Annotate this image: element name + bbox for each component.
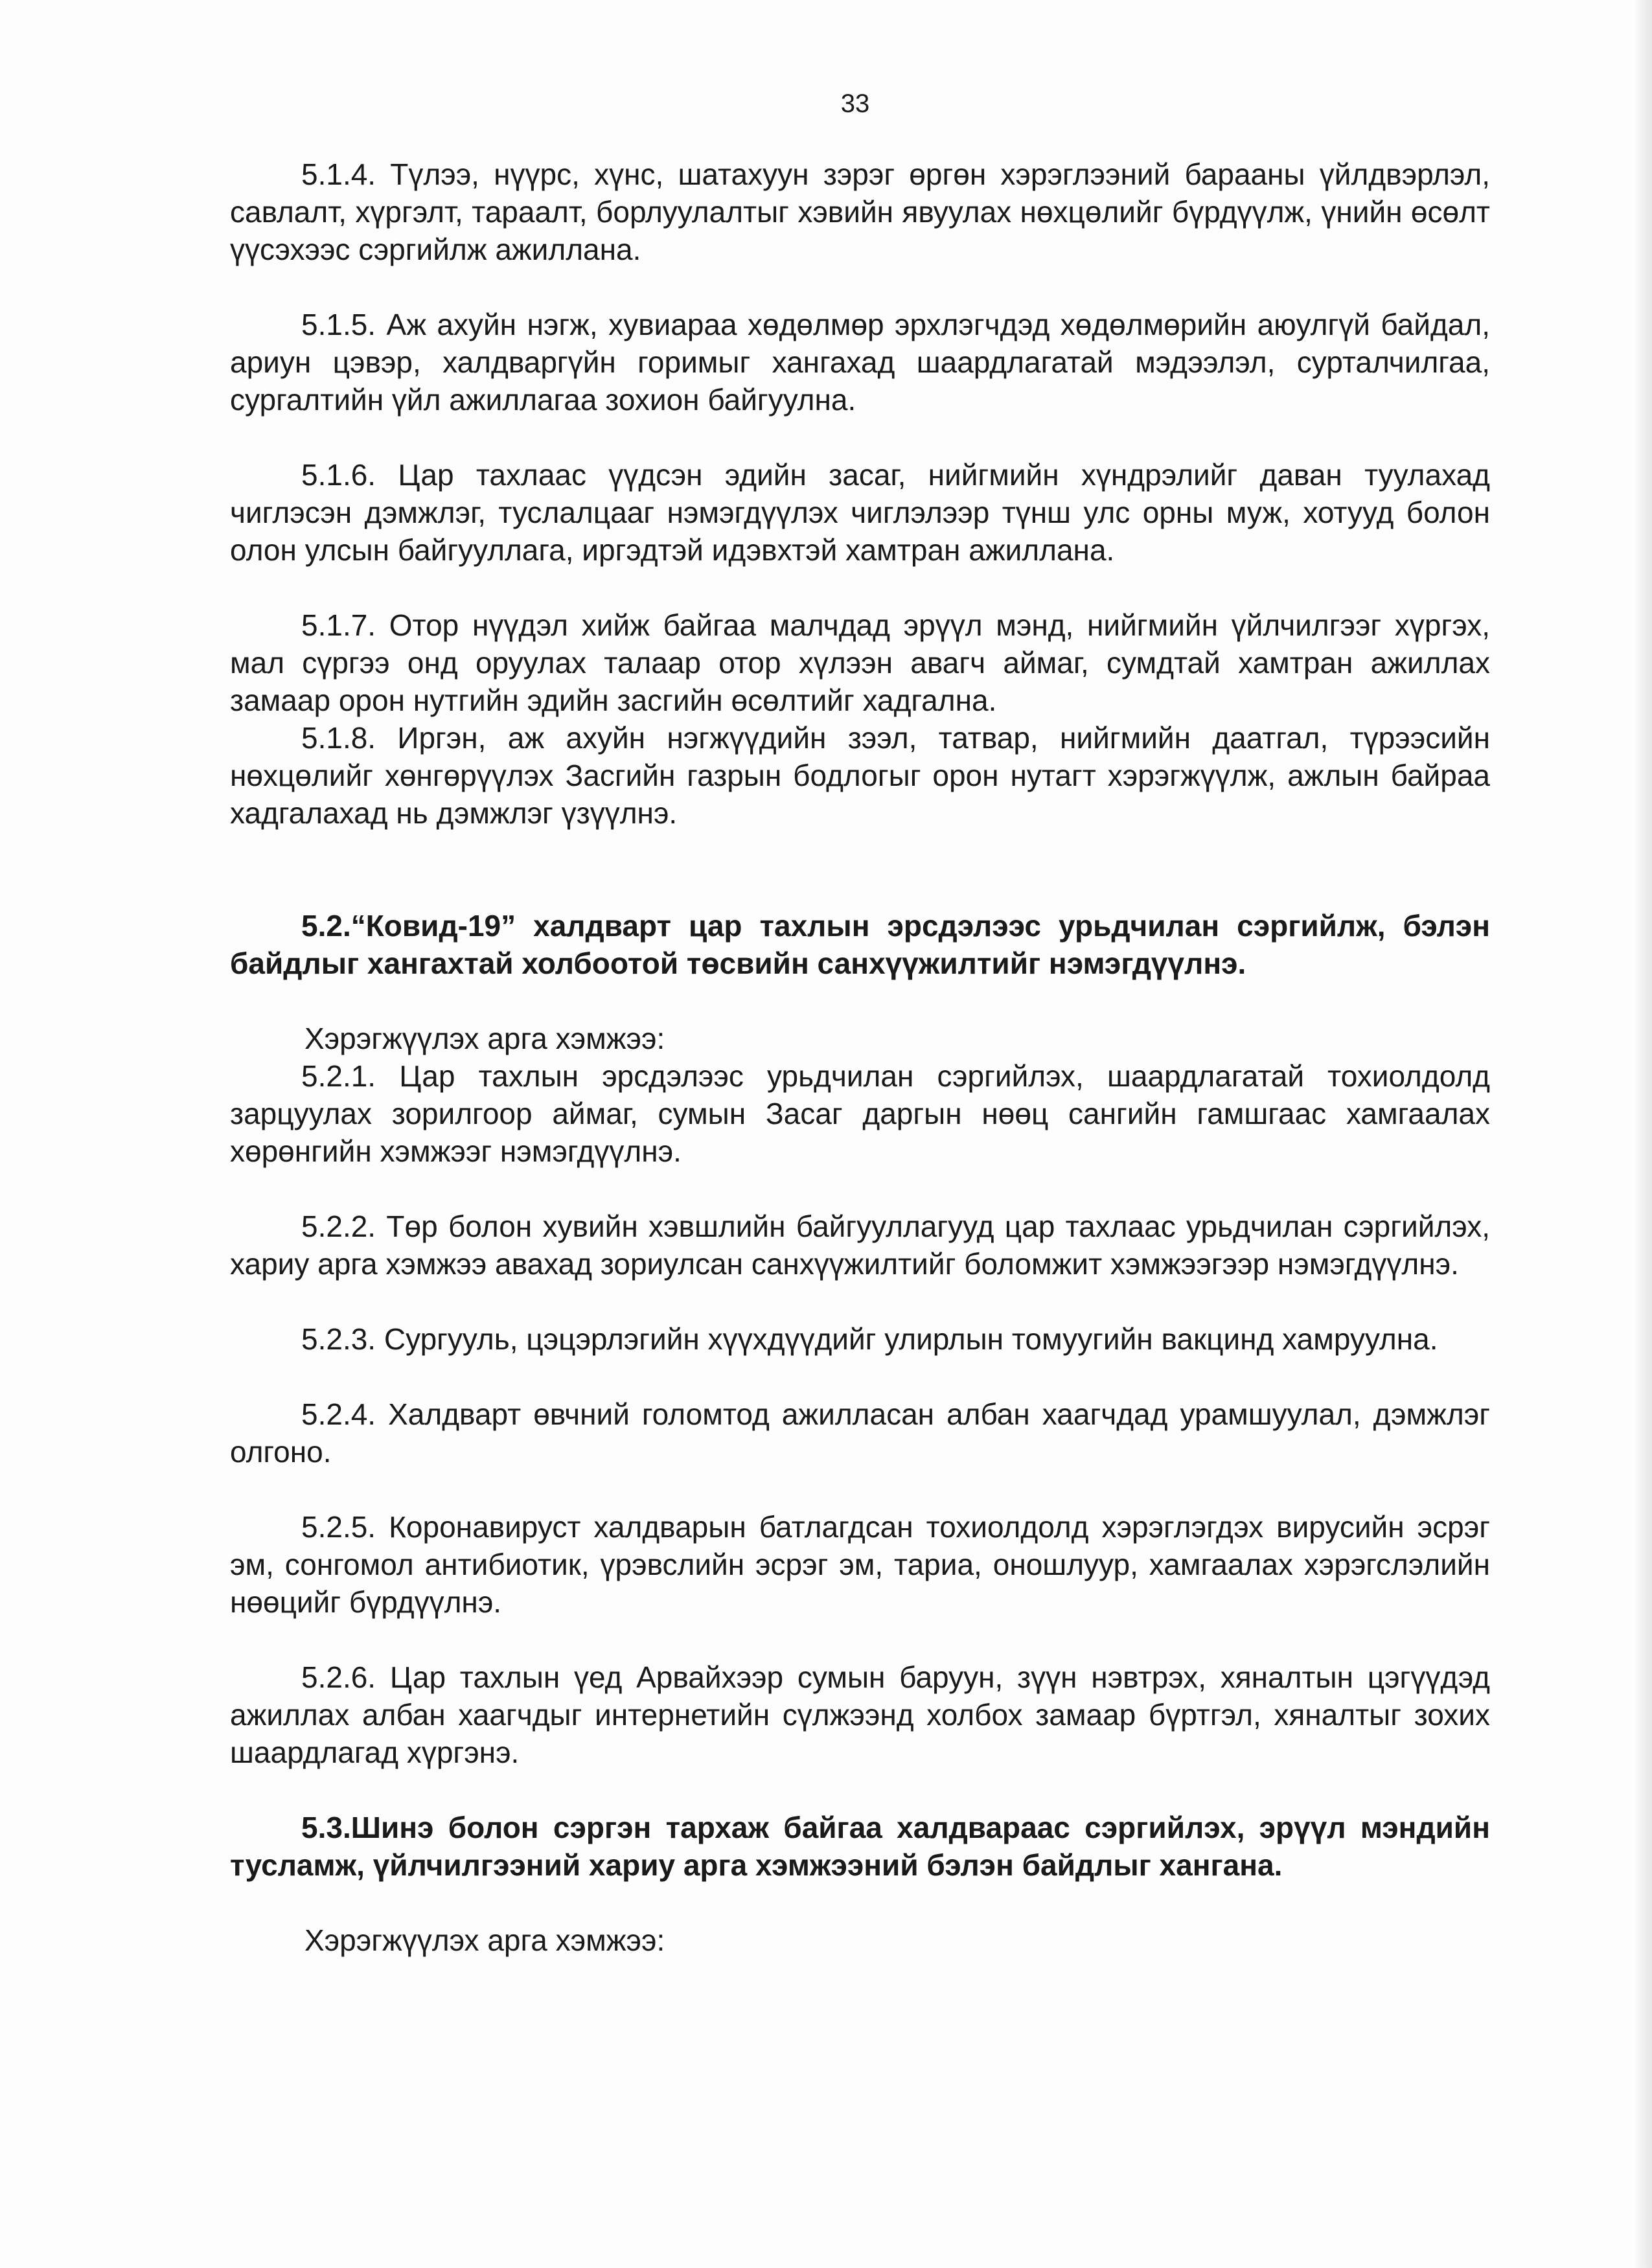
paragraph-5-1-8: 5.1.8. Иргэн, аж ахуйн нэгжүүдийн зээл, татвар, нийгмийн даатгал, түрээсийн нөхцөлийг хөнгөрүүлэх Засгийн газрын бодлогыг орон нутагт хэрэгжүүлж, ажлын байраа хадгалахад нь дэмжлэг үзүүлнэ.	[230, 721, 1490, 830]
paragraph-5-1-6: 5.1.6. Цар тахлаас үүдсэн эдийн засаг, нийгмийн хүндрэлийг даван туулахад чиглэсэн дэмжлэг, туслалцааг нэмэгдүүлэх чиглэлээр түнш улс орны муж, хотууд болон олон улсын байгууллага, иргэдтэй идэвхтэй хамтран ажиллана.	[230, 458, 1490, 567]
paragraph-5-2-6: 5.2.6. Цар тахлын үед Арвайхээр сумын баруун, зүүн нэвтрэх, хяналтын цэгүүдэд ажиллах албан хаагчдыг интернетийн сүлжээнд холбох замаар бүртгэл, хяналтыг зохих шаардлагад хүргэнэ.	[230, 1660, 1490, 1769]
paragraph-5-1-5: 5.1.5. Аж ахуйн нэгж, хувиараа хөдөлмөр эрхлэгчдэд хөдөлмөрийн аюулгүй байдал, ариун цэвэр, халдваргүйн горимыг хангахад шаардлагатай мэдээлэл, сурталчилгаа, сургалтийн үйл ажиллагаа зохион байгуулна.	[230, 308, 1490, 417]
paragraph-5-2-4: 5.2.4. Халдварт өвчний голомтод ажилласан албан хаагчдад урамшуулал, дэмжлэг олгоно.	[230, 1397, 1490, 1469]
page-number: 33	[840, 89, 870, 118]
paragraph-5-2-1: 5.2.1. Цар тахлын эрсдэлээс урьдчилан сэргийлэх, шаардлагатай тохиолдолд зарцуулах зорилгоор аймаг, сумын Засаг даргын нөөц сангийн гамшгаас хамгаалах хөрөнгийн хэмжээг нэмэгдүүлнэ.	[230, 1059, 1490, 1168]
paragraph-5-2-3: 5.2.3. Сургууль, цэцэрлэгийн хүүхдүүдийг улирлын томуугийн вакцинд хамруулна.	[301, 1322, 1438, 1356]
document-body	[230, 155, 1490, 1959]
measures-label-2: Хэрэгжүүлэх арга хэмжээ:	[304, 1923, 665, 1957]
paragraph-5-2-5: 5.2.5. Коронавируст халдварын батлагдсан тохиолдолд хэрэглэгдэх вирусийн эсрэг эм, сонгомол антибиотик, үрэвслийн эсрэг эм, тариа, оношлуур, хамгаалах хэрэгслэлийн нөөцийг бүрдүүлнэ.	[230, 1510, 1490, 1619]
measures-label-1: Хэрэгжүүлэх арга хэмжээ:	[304, 1022, 665, 1055]
heading-5-3: 5.3.Шинэ болон сэргэн тархаж байгаа халдвараас сэргийлэх, эрүүл мэндийн тусламж, үйлчилгээний хариу арга хэмжээний бэлэн байдлыг хангана.	[230, 1811, 1490, 1882]
heading-5-2: 5.2.“Ковид-19” халдварт цар тахлын эрсдэлээс урьдчилан сэргийлж, бэлэн байдлыг хангахтай холбоотой төсвийн санхүүжилтийг нэмэгдүүлнэ.	[230, 909, 1490, 980]
paragraph-5-2-2: 5.2.2. Төр болон хувийн хэвшлийн байгууллагууд цар тахлаас урьдчилан сэргийлэх, хариу арга хэмжээ авахад зориулсан санхүүжилтийг боломжит хэмжээгээр нэмэгдүүлнэ.	[230, 1209, 1490, 1281]
paragraph-5-1-4: 5.1.4. Түлээ, нүүрс, хүнс, шатахуун зэрэг өргөн хэрэглээний барааны үйлдвэрлэл, савлалт, хүргэлт, тараалт, борлуулалтыг хэвийн явуулах нөхцөлийг бүрдүүлж, үнийн өсөлт үүсэхээс сэргийлж ажиллана.	[230, 157, 1490, 266]
scan-edge-shadow	[1635, 0, 1652, 2268]
paragraph-5-1-7: 5.1.7. Отор нүүдэл хийж байгаа малчдад эрүүл мэнд, нийгмийн үйлчилгээг хүргэх, мал сүргээ онд оруулах талаар отор хүлээн авагч аймаг, сумдтай хамтран ажиллах замаар орон нутгийн эдийн засгийн өсөлтийг хадгална.	[230, 608, 1490, 717]
